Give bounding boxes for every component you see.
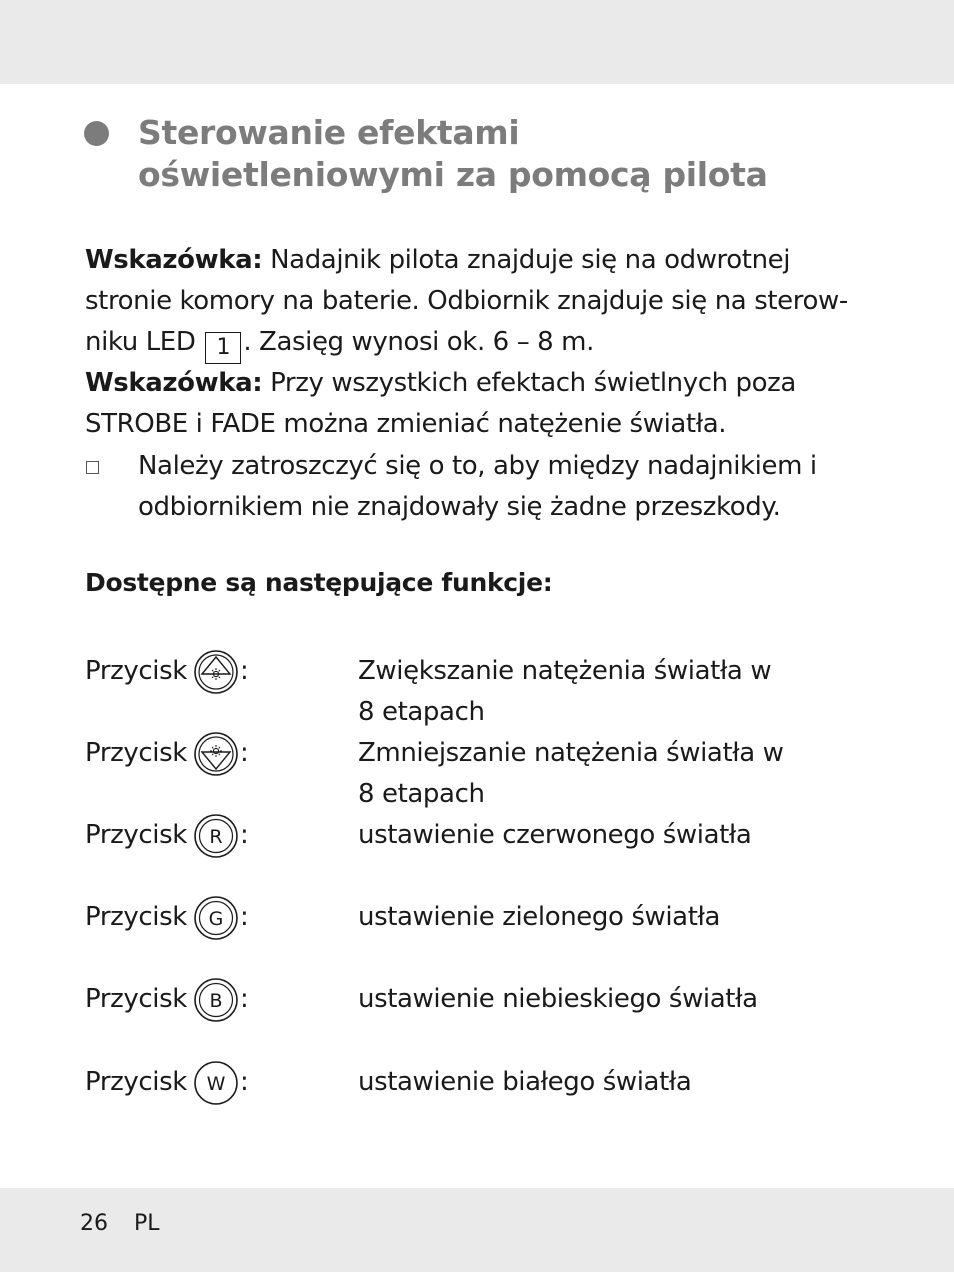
red-button-icon xyxy=(193,813,239,859)
function-colon: : xyxy=(240,820,249,850)
hint-2-label: Wskazówka: xyxy=(85,368,263,398)
function-description: ustawienie niebieskiego światła xyxy=(358,984,758,1014)
button-letter: G xyxy=(208,908,224,930)
hint-1-text: Nadajnik pilota znajduje się na odwrotnej xyxy=(262,245,791,275)
led-reference-box: 1 xyxy=(205,332,241,364)
hint-2-line-2: STROBE i FADE można zmieniać natężenie światła. xyxy=(85,409,727,439)
button-letter: W xyxy=(206,1073,226,1095)
hint-1-label: Wskazówka: xyxy=(85,245,263,275)
function-colon: : xyxy=(240,656,249,686)
function-label: Przycisk xyxy=(85,820,187,850)
function-label: Przycisk xyxy=(85,738,187,768)
page-footer xyxy=(80,1211,186,1236)
page-number: 26 xyxy=(80,1211,108,1236)
language-code: PL xyxy=(134,1211,160,1236)
green-button-icon xyxy=(193,895,239,941)
button-letter: B xyxy=(209,990,223,1012)
white-button-icon xyxy=(193,1060,239,1106)
function-label: Przycisk xyxy=(85,656,187,686)
function-description: ustawienie białego światła xyxy=(358,1067,692,1097)
function-colon: : xyxy=(240,984,249,1014)
hint-1-line-3-start: niku LED xyxy=(85,327,204,357)
hint-1-line-3 xyxy=(85,322,594,364)
hint-2-line-1 xyxy=(85,363,796,404)
brightness-down-icon xyxy=(193,731,239,777)
functions-heading: Dostępne są następujące funkcje: xyxy=(85,568,553,597)
function-description: Zmniejszanie natężenia światła w xyxy=(358,738,784,768)
header-band xyxy=(0,0,954,84)
function-colon: : xyxy=(240,902,249,932)
button-letter: R xyxy=(209,826,223,848)
function-description-continued: 8 etapach xyxy=(358,697,485,727)
function-colon: : xyxy=(240,738,249,768)
checklist-line-2: odbiornikiem nie znajdowały się żadne przeszkody. xyxy=(138,492,781,522)
brightness-up-icon xyxy=(193,649,239,695)
function-description: ustawienie zielonego światła xyxy=(358,902,721,932)
section-bullet-icon xyxy=(84,121,109,146)
section-title-line-1: Sterowanie efektami xyxy=(138,113,520,152)
function-label: Przycisk xyxy=(85,1067,187,1097)
function-description: ustawienie czerwonego światła xyxy=(358,820,752,850)
section-title xyxy=(138,112,928,196)
function-label: Przycisk xyxy=(85,984,187,1014)
hint-1-line-1 xyxy=(85,240,790,281)
function-colon: : xyxy=(240,1067,249,1097)
hint-1-line-3-end: . Zasięg wynosi ok. 6 – 8 m. xyxy=(243,327,594,357)
checklist-line-1: Należy zatroszczyć się o to, aby między nadajnikiem i xyxy=(138,451,817,481)
section-title-line-2: oświetleniowymi za pomocą pilota xyxy=(138,155,768,194)
function-description-continued: 8 etapach xyxy=(358,779,485,809)
function-description: Zwiększanie natężenia światła w xyxy=(358,656,772,686)
hint-1-line-2: stronie komory na baterie. Odbiornik znajduje się na sterow- xyxy=(85,286,848,316)
function-label: Przycisk xyxy=(85,902,187,932)
blue-button-icon xyxy=(193,977,239,1023)
checkbox-bullet-icon xyxy=(86,461,99,474)
hint-2-text: Przy wszystkich efektach świetlnych poza xyxy=(262,368,796,398)
